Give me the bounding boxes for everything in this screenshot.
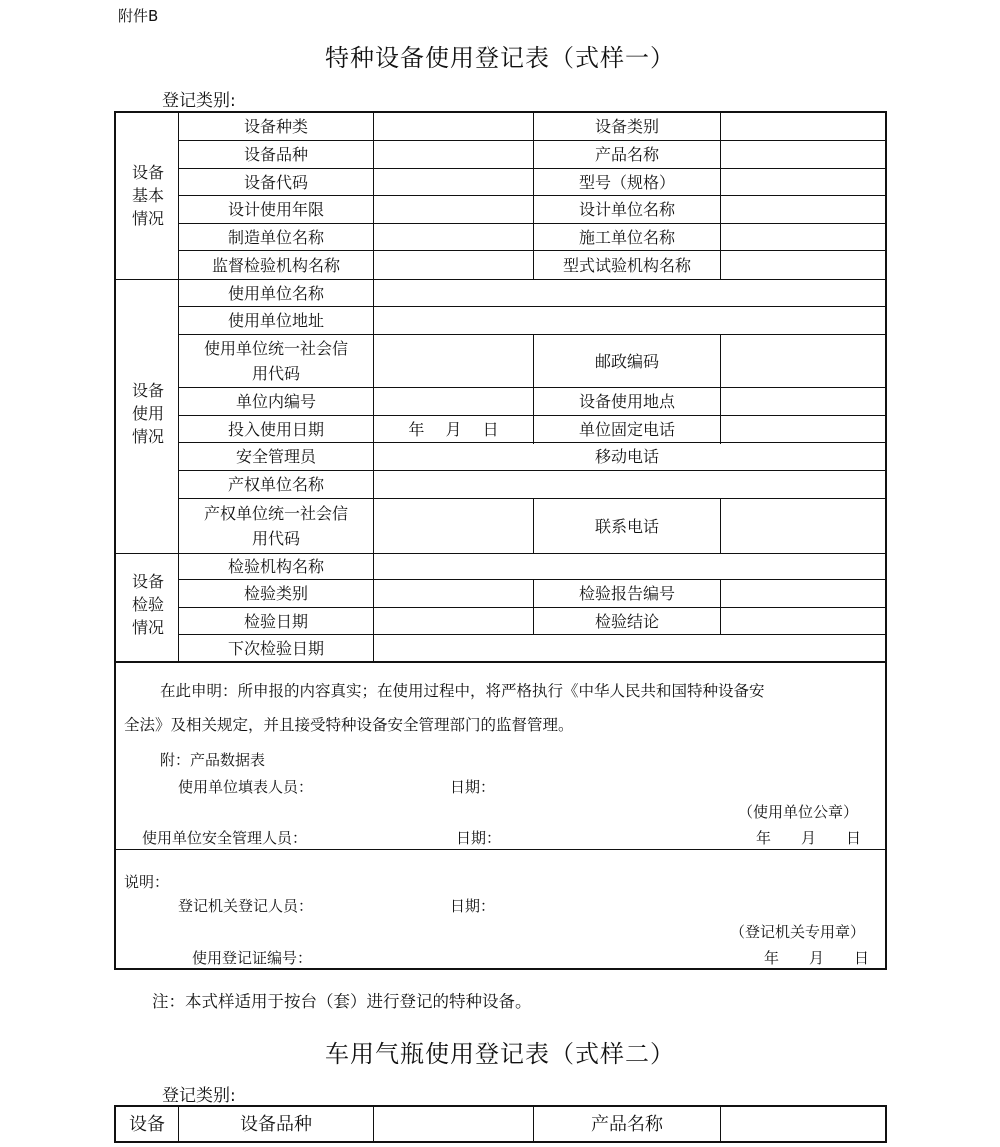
form2-equipment-variety-label: 设备品种 [240,1113,312,1135]
registrar-label: 登记机关登记人员： [178,897,314,915]
form2-table [114,1105,887,1143]
safety-person-label: 使用单位安全管理人员： [142,829,308,847]
field-equipment-class-label: 设备类别 [594,117,659,136]
field-equipment-code-label: 设备代码 [243,172,308,192]
field-product-name-label: 产品名称 [594,145,659,164]
form1-footnote: 注：本式样适用于按台（套）进行登记的特种设备。 [152,992,532,1011]
field-internal-no-label: 单位内编号 [235,392,316,411]
field-manufacturer-label: 制造单位名称 [227,227,324,247]
notes-ymd: 年 月 日 [764,949,870,967]
field-use-location-label: 设备使用地点 [578,392,675,411]
section-inspection-label: 设备 检验 情况 [131,572,164,637]
field-design-life-label: 设计使用年限 [227,200,324,219]
field-fixed-phone-label: 单位固定电话 [578,419,675,439]
filler-label: 使用单位填表人员： [178,778,314,796]
field-next-inspection-label: 下次检验日期 [227,638,324,658]
form1-table [114,111,887,970]
field-equipment-type-label: 设备种类 [243,117,308,136]
field-user-unit-name-label: 使用单位名称 [227,283,324,303]
attachment-label: 附件B [118,7,159,25]
field-start-date-value[interactable]: 年 月 日 [408,419,499,439]
field-contact-phone-label: 联系电话 [594,516,659,536]
field-inspection-date-label: 检验日期 [243,611,308,631]
filler-date-label: 日期： [450,778,496,796]
registrar-date-label: 日期： [450,897,496,915]
form2-section-label: 设备 [129,1113,165,1135]
form2-title: 车用气瓶使用登记表（式样二） [325,1040,675,1068]
field-conclusion-label: 检验结论 [594,611,659,631]
field-design-unit-label: 设计单位名称 [578,200,675,219]
field-user-credit-code-label: 使用单位统一社会信 用代码 [203,339,348,383]
registry-seal: （登记机关专用章） [730,923,866,941]
form1-title: 特种设备使用登记表（式样一） [325,44,675,72]
field-owner-credit-code-label: 产权单位统一社会信 用代码 [203,504,348,548]
declaration-ymd: 年 月 日 [756,829,862,847]
field-inspection-type-label: 检验类别 [243,584,308,603]
declaration-line1: 在此申明：所申报的内容真实；在使用过程中，将严格执行《中华人民共和国特种设备安 [160,682,765,700]
field-supervision-org-label: 监督检验机构名称 [211,255,340,275]
cert-no-label: 使用登记证编号： [192,949,313,967]
section-basic-label: 设备 基本 情况 [131,163,164,228]
field-report-no-label: 检验报告编号 [578,584,675,603]
notes-label: 说明： [124,873,170,891]
field-equipment-variety-label: 设备品种 [243,145,308,164]
field-user-unit-address-label: 使用单位地址 [227,311,324,330]
form2-category-label: 登记类别: [162,1086,236,1106]
form1-category-label: 登记类别: [162,91,236,111]
section-usage-label: 设备 使用 情况 [131,381,164,446]
form2-product-name-label: 产品名称 [591,1113,663,1135]
field-start-date-label: 投入使用日期 [227,419,324,439]
field-mobile-phone-label: 移动电话 [594,447,659,466]
field-type-test-org-label: 型式试验机构名称 [562,255,691,275]
user-unit-seal: （使用单位公章） [738,803,859,821]
field-model-label: 型号（规格） [578,172,675,192]
declaration-line2: 全法》及相关规定，并且接受特种设备安全管理部门的监督管理。 [124,716,574,734]
field-postal-code-label: 邮政编码 [594,351,659,371]
field-safety-manager-label: 安全管理员 [235,447,316,466]
safety-date-label: 日期： [456,829,502,847]
field-inspection-org-label: 检验机构名称 [227,557,324,576]
field-construction-unit-label: 施工单位名称 [578,227,675,247]
declaration-attachment: 附：产品数据表 [160,751,266,769]
field-owner-name-label: 产权单位名称 [227,475,324,494]
